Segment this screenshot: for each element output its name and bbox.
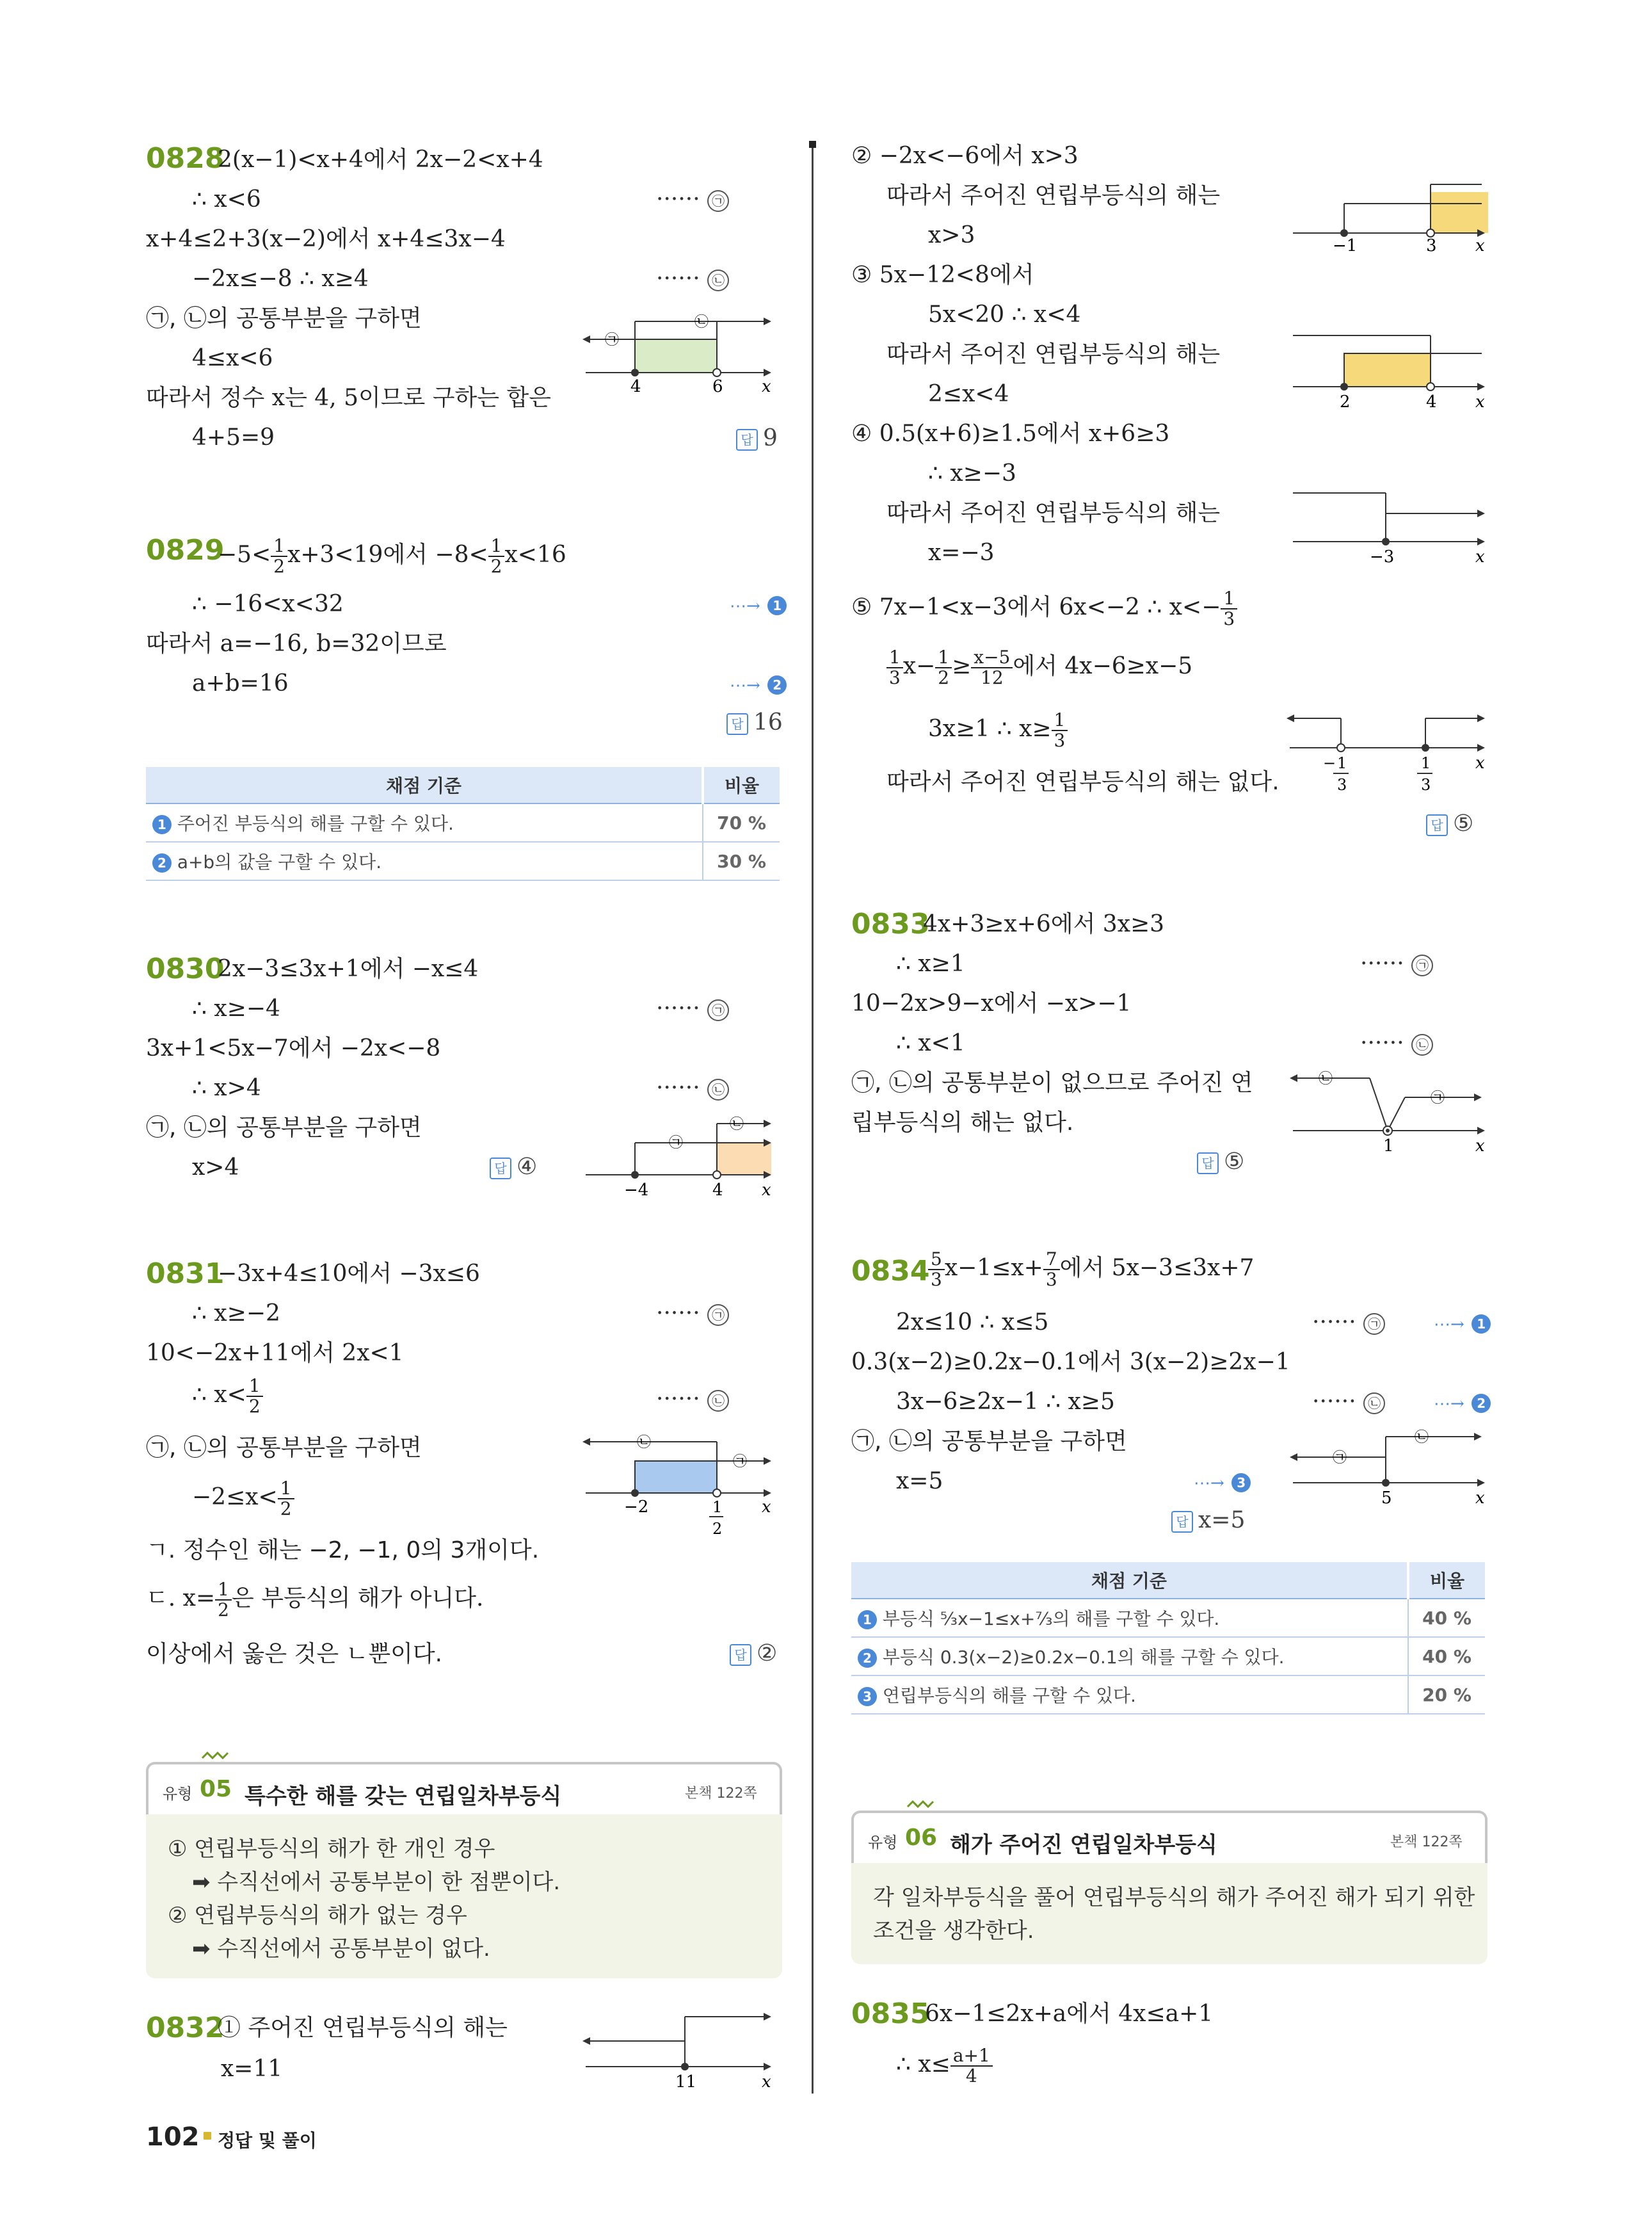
type-number: 06 <box>905 1825 938 1851</box>
type-number: 05 <box>200 1776 232 1802</box>
answer-icon: 답 <box>1426 814 1448 836</box>
problem-number: 0833 <box>851 908 930 940</box>
solution-line: 2(x−1)<x+4에서 2x−2<x+4 <box>218 147 543 173</box>
table-header: 채점 기준 <box>146 767 703 803</box>
marker-label: ㉠ <box>1333 1450 1347 1466</box>
wave-icon <box>201 1749 230 1763</box>
marker-label: ㉠ <box>1431 1090 1445 1106</box>
marker-label: ㉠ <box>669 1135 684 1151</box>
marker-label: ······ ㉡ <box>1312 1388 1385 1416</box>
problem-number: 0828 <box>146 142 225 175</box>
type-label: 유형 <box>163 1785 193 1803</box>
marker-label: ······ ㉠ <box>656 1300 729 1328</box>
axis-label: x <box>1475 1489 1485 1508</box>
solution-line: ㉠, ㉡의 공통부분을 구하면 <box>146 1115 422 1141</box>
solution-line: ∴ x≥1 <box>896 951 965 977</box>
tick-label: −2 <box>624 1497 649 1517</box>
solution-line: 3x−6≥2x−1 ∴ x≥5 <box>896 1389 1115 1415</box>
answer: 답 ② <box>730 1640 777 1666</box>
tick-label: 2 <box>712 1520 723 1538</box>
solution-line: 3x≥1 ∴ x≥ $\frac{1}{3}$ <box>928 711 1068 750</box>
number-line-figure <box>579 1108 778 1204</box>
answer-icon: 답 <box>1171 1511 1193 1533</box>
table-row: 2 부등식 0.3(x−2)≥0.2x−0.1의 해를 구할 수 있다. 40 % <box>851 1637 1485 1675</box>
axis-label: x <box>762 377 771 396</box>
wave-icon <box>906 1798 936 1812</box>
solution-line: ③ 5x−12<8에서 <box>851 262 1034 288</box>
step-marker: ⋯→ 3 <box>1194 1467 1251 1497</box>
number-line-figure <box>1283 703 1491 799</box>
axis-label: x <box>1475 1136 1485 1156</box>
tick-label: 6 <box>712 377 723 396</box>
tick-label: −4 <box>624 1181 649 1200</box>
solution-line: ㉠, ㉡의 공통부분을 구하면 <box>146 1435 422 1461</box>
problem-number: 0830 <box>146 953 225 985</box>
tick-label: −3 <box>1370 547 1395 567</box>
solution-line: 4+5=9 <box>192 424 275 451</box>
table-header: 비율 <box>1408 1562 1485 1599</box>
solution-line: x+4≤2+3(x−2)에서 x+4≤3x−4 <box>146 226 506 252</box>
step-marker: ⋯→ 2 <box>730 670 787 700</box>
type-header <box>851 1811 1488 1866</box>
solution-line: 따라서 a=−16, b=32이므로 <box>146 631 447 657</box>
number-line-figure <box>1287 481 1491 571</box>
tick-label: 4 <box>630 377 641 396</box>
type-label: 유형 <box>868 1834 898 1852</box>
tick-label: − <box>1323 754 1336 772</box>
solution-line: ㄷ. x= $\frac{1}{2}$ 은 부등식의 해가 아니다. <box>146 1579 484 1620</box>
answer: 답 ④ <box>490 1154 537 1180</box>
type-title: 특수한 해를 갖는 연립일차부등식 <box>245 1784 562 1809</box>
fraction: $\frac{1}{2}$ <box>271 537 287 576</box>
page-number: 102 <box>146 2122 200 2152</box>
solution-line: ∴ x>4 <box>192 1075 261 1101</box>
number-line-figure <box>1287 1423 1491 1512</box>
solution-line: a+b=16 <box>192 670 289 697</box>
marker-label: ······ ㉡ <box>656 1074 729 1102</box>
solution-line: 립부등식의 해는 없다. <box>851 1109 1074 1136</box>
number-line-figure <box>579 2003 778 2092</box>
marker-label: ······ ㉡ <box>1360 1029 1433 1058</box>
solution-line: ∴ x<6 <box>192 186 261 213</box>
number-line-figure <box>579 1425 778 1547</box>
tick-label: 1 <box>712 1498 723 1516</box>
fraction: $\frac{1}{2}$ <box>488 537 505 576</box>
solution-line: ④ 0.5(x+6)≥1.5에서 x+6≥3 <box>851 421 1170 447</box>
marker-label: ······ ㉡ <box>656 1385 729 1414</box>
type-title: 해가 주어진 연립일차부등식 <box>950 1832 1217 1858</box>
step-marker: ⋯→ 2 <box>1434 1388 1491 1418</box>
axis-label: x <box>1475 754 1485 773</box>
problem-number: 0835 <box>851 1997 930 2030</box>
fraction: $\frac{5}{3}$ <box>928 1250 945 1289</box>
tick-label: 2 <box>1340 392 1351 412</box>
table-header: 비율 <box>703 767 780 803</box>
marker-label: ㉡ <box>1319 1071 1333 1087</box>
number-line-figure <box>1287 325 1491 415</box>
fraction: $\frac{1}{2}$ <box>215 1580 232 1620</box>
solution-line: −2x≤−8 ∴ x≥4 <box>192 266 369 292</box>
solution-line: ∴ −16<x<32 <box>192 591 344 617</box>
fraction: $\frac{x-5}{12}$ <box>971 648 1013 688</box>
solution-line: ∴ x≥−4 <box>192 996 280 1022</box>
axis-label: x <box>762 1497 771 1517</box>
scoring-table <box>146 767 780 881</box>
answer-icon: 답 <box>726 713 748 735</box>
answer-icon: 답 <box>736 429 758 451</box>
answer-icon: 답 <box>490 1158 511 1179</box>
solution-line: 이상에서 옳은 것은 ㄴ뿐이다. <box>146 1641 443 1667</box>
tick-label: 3 <box>1337 776 1347 794</box>
marker-label: ······ ㉠ <box>1360 950 1433 978</box>
solution-line: −5< $\frac{1}{2}$ x+3<19에서 −8< $\frac{1}{2}$ x<16 <box>218 535 566 577</box>
solution-line: 3x+1<5x−7에서 −2x<−8 <box>146 1035 441 1061</box>
answer-icon: 답 <box>1197 1152 1219 1174</box>
tick-label: 3 <box>1421 776 1431 794</box>
solution-line: ㉠, ㉡의 공통부분을 구하면 <box>851 1428 1127 1455</box>
axis-label: x <box>1475 547 1485 567</box>
tick-label: 3 <box>1426 236 1437 254</box>
axis-label: x <box>1475 392 1485 412</box>
fraction: $\frac{a+1}{4}$ <box>950 2046 993 2086</box>
solution-line: 따라서 주어진 연립부등식의 해는 <box>886 182 1221 209</box>
marker-label: ······ ㉠ <box>656 186 729 214</box>
solution-line: x>3 <box>928 222 975 248</box>
marker-label: ㉡ <box>1415 1430 1429 1446</box>
number-line-figure <box>579 307 778 397</box>
marker-label: ······ ㉡ <box>656 265 729 293</box>
solution-line: x>4 <box>192 1154 239 1181</box>
marker-label: ㉡ <box>637 1435 652 1451</box>
solution-line: ㉠, ㉡의 공통부분이 없으므로 주어진 연 <box>851 1070 1253 1096</box>
axis-label: x <box>762 2072 771 2092</box>
page-reference: 본책 122쪽 <box>1390 1834 1463 1850</box>
solution-line: ㄱ. 정수인 해는 −2, −1, 0의 3개이다. <box>146 1537 540 1563</box>
solution-line: 4x+3≥x+6에서 3x≥3 <box>923 911 1165 937</box>
solution-line: ㉠, ㉡의 공통부분을 구하면 <box>146 305 422 332</box>
problem-number: 0834 <box>851 1255 930 1287</box>
solution-line: ∴ x< $\frac{1}{2}$ <box>192 1376 263 1416</box>
solution-line: $\frac{5}{3}$ x−1≤x+ $\frac{7}{3}$ 에서 5x−3≤3x+7 <box>928 1250 1254 1289</box>
solution-line: 2≤x<4 <box>928 381 1009 407</box>
tick-label: 11 <box>675 2072 697 2092</box>
solution-line: ∴ x≤ $\frac{a+1}{4}$ <box>896 2046 993 2086</box>
tick-label: 1 <box>1337 754 1347 772</box>
footer-title: 정답 및 풀이 <box>218 2130 317 2151</box>
tick-label: −1 <box>1333 236 1358 254</box>
solution-line: $\frac{1}{3}$ x− $\frac{1}{2}$ ≥ $\frac{x-5}{12}$ 에서 4x−6≥x−5 <box>886 648 1192 688</box>
solution-line: −3x+4≤10에서 −3x≤6 <box>218 1261 480 1287</box>
solution-line: 4≤x<6 <box>192 345 273 371</box>
number-line-figure <box>1287 177 1491 254</box>
tick-label: 4 <box>1426 392 1437 412</box>
solution-line: 따라서 주어진 연립부등식의 해는 <box>886 341 1221 367</box>
number-line-figure <box>1287 1063 1491 1159</box>
solution-line: 따라서 정수 x는 4, 5이므로 구하는 합은 <box>146 385 552 411</box>
solution-line: ② −2x<−6에서 x>3 <box>851 143 1079 169</box>
solution-line: 10<−2x+11에서 2x<1 <box>146 1340 404 1366</box>
scoring-table <box>851 1562 1485 1715</box>
solution-line: 0.3(x−2)≥0.2x−0.1에서 3(x−2)≥2x−1 <box>851 1349 1290 1375</box>
solution-line: 5x<20 ∴ x<4 <box>928 302 1081 328</box>
solution-line: ∴ x≥−3 <box>928 460 1016 487</box>
fraction: $\frac{1}{3}$ <box>1221 589 1237 629</box>
marker-label: ㉠ <box>733 1454 748 1470</box>
answer: 답 ⑤ <box>1197 1149 1244 1175</box>
solution-line: 따라서 주어진 연립부등식의 해는 없다. <box>886 769 1279 795</box>
problem-number: 0829 <box>146 534 225 567</box>
marker-label: ㉠ <box>605 332 620 348</box>
tick-label: 4 <box>712 1181 723 1200</box>
fraction: $\frac{1}{3}$ <box>1052 711 1068 750</box>
answer: 답 16 <box>726 709 783 736</box>
answer: 답 x=5 <box>1171 1507 1245 1533</box>
marker-label: ㉡ <box>730 1117 744 1133</box>
solution-line: 6x−1≤2x+a에서 4x≤a+1 <box>925 2001 1214 2027</box>
marker-label: ······ ㉠ <box>656 995 729 1023</box>
table-row: 1 주어진 부등식의 해를 구할 수 있다. 70 % <box>146 803 780 842</box>
type-description: 각 일차부등식을 풀어 연립부등식의 해가 주어진 해가 되기 위한 조건을 생각한다. <box>851 1863 1488 1964</box>
type-header <box>146 1762 782 1817</box>
solution-line: ① 주어진 연립부등식의 해는 <box>218 2015 508 2041</box>
solution-line: 10−2x>9−x에서 −x>−1 <box>851 990 1132 1017</box>
axis-label: x <box>1475 236 1485 254</box>
table-row: 2 a+b의 값을 구할 수 있다. 30 % <box>146 842 780 880</box>
solution-line: x=5 <box>896 1468 943 1494</box>
solution-line: x=11 <box>221 2056 283 2082</box>
solution-line: ∴ x<1 <box>896 1030 965 1056</box>
tick-label: 1 <box>1421 754 1431 772</box>
marker-label: ······ ㉠ <box>1312 1309 1385 1337</box>
fraction: $\frac{1}{2}$ <box>246 1376 263 1416</box>
table-header: 채점 기준 <box>851 1562 1408 1599</box>
marker-label: ㉡ <box>694 314 709 330</box>
tick-label: 5 <box>1381 1489 1392 1508</box>
axis-label: x <box>762 1181 771 1200</box>
solution-line: −2≤x< $\frac{1}{2}$ <box>192 1479 294 1519</box>
fraction: $\frac{7}{3}$ <box>1043 1250 1060 1289</box>
column-divider <box>812 141 814 2094</box>
step-marker: ⋯→ 1 <box>730 590 787 620</box>
solution-line: x=−3 <box>928 540 995 566</box>
answer-icon: 답 <box>730 1644 751 1666</box>
solution-line: 2x−3≤3x+1에서 −x≤4 <box>218 956 479 982</box>
footer-bullet <box>204 2132 211 2140</box>
fraction: $\frac{1}{3}$ <box>886 648 903 688</box>
answer: 답 9 <box>736 425 778 451</box>
tick-label: 1 <box>1383 1136 1394 1156</box>
table-row: 1 부등식 ⁵⁄₃x−1≤x+⁷⁄₃의 해를 구할 수 있다. 40 % <box>851 1599 1485 1637</box>
answer: 답 ⑤ <box>1426 811 1473 837</box>
problem-number: 0831 <box>146 1257 225 1290</box>
solution-line: 2x≤10 ∴ x≤5 <box>896 1309 1049 1335</box>
fraction: $\frac{1}{2}$ <box>935 648 952 688</box>
solution-line: ∴ x≥−2 <box>192 1300 280 1327</box>
type-description: ① 연립부등식의 해가 한 개인 경우 ➡ 수직선에서 공통부분이 한 점뿐이다. ② 연립부등식의 해가 없는 경우 ➡ 수직선에서 공통부분이 없다. <box>146 1814 782 1978</box>
fraction: $\frac{1}{2}$ <box>278 1479 294 1519</box>
problem-number: 0832 <box>146 2012 225 2044</box>
page-reference: 본책 122쪽 <box>685 1786 757 1802</box>
solution-line: ⑤ 7x−1<x−3에서 6x<−2 ∴ x<− $\frac{1}{3}$ <box>851 589 1237 629</box>
column-divider-cap <box>809 141 816 148</box>
solution-line: 따라서 주어진 연립부등식의 해는 <box>886 500 1221 526</box>
step-marker: ⋯→ 1 <box>1434 1309 1491 1339</box>
table-row: 3 연립부등식의 해를 구할 수 있다. 20 % <box>851 1675 1485 1714</box>
